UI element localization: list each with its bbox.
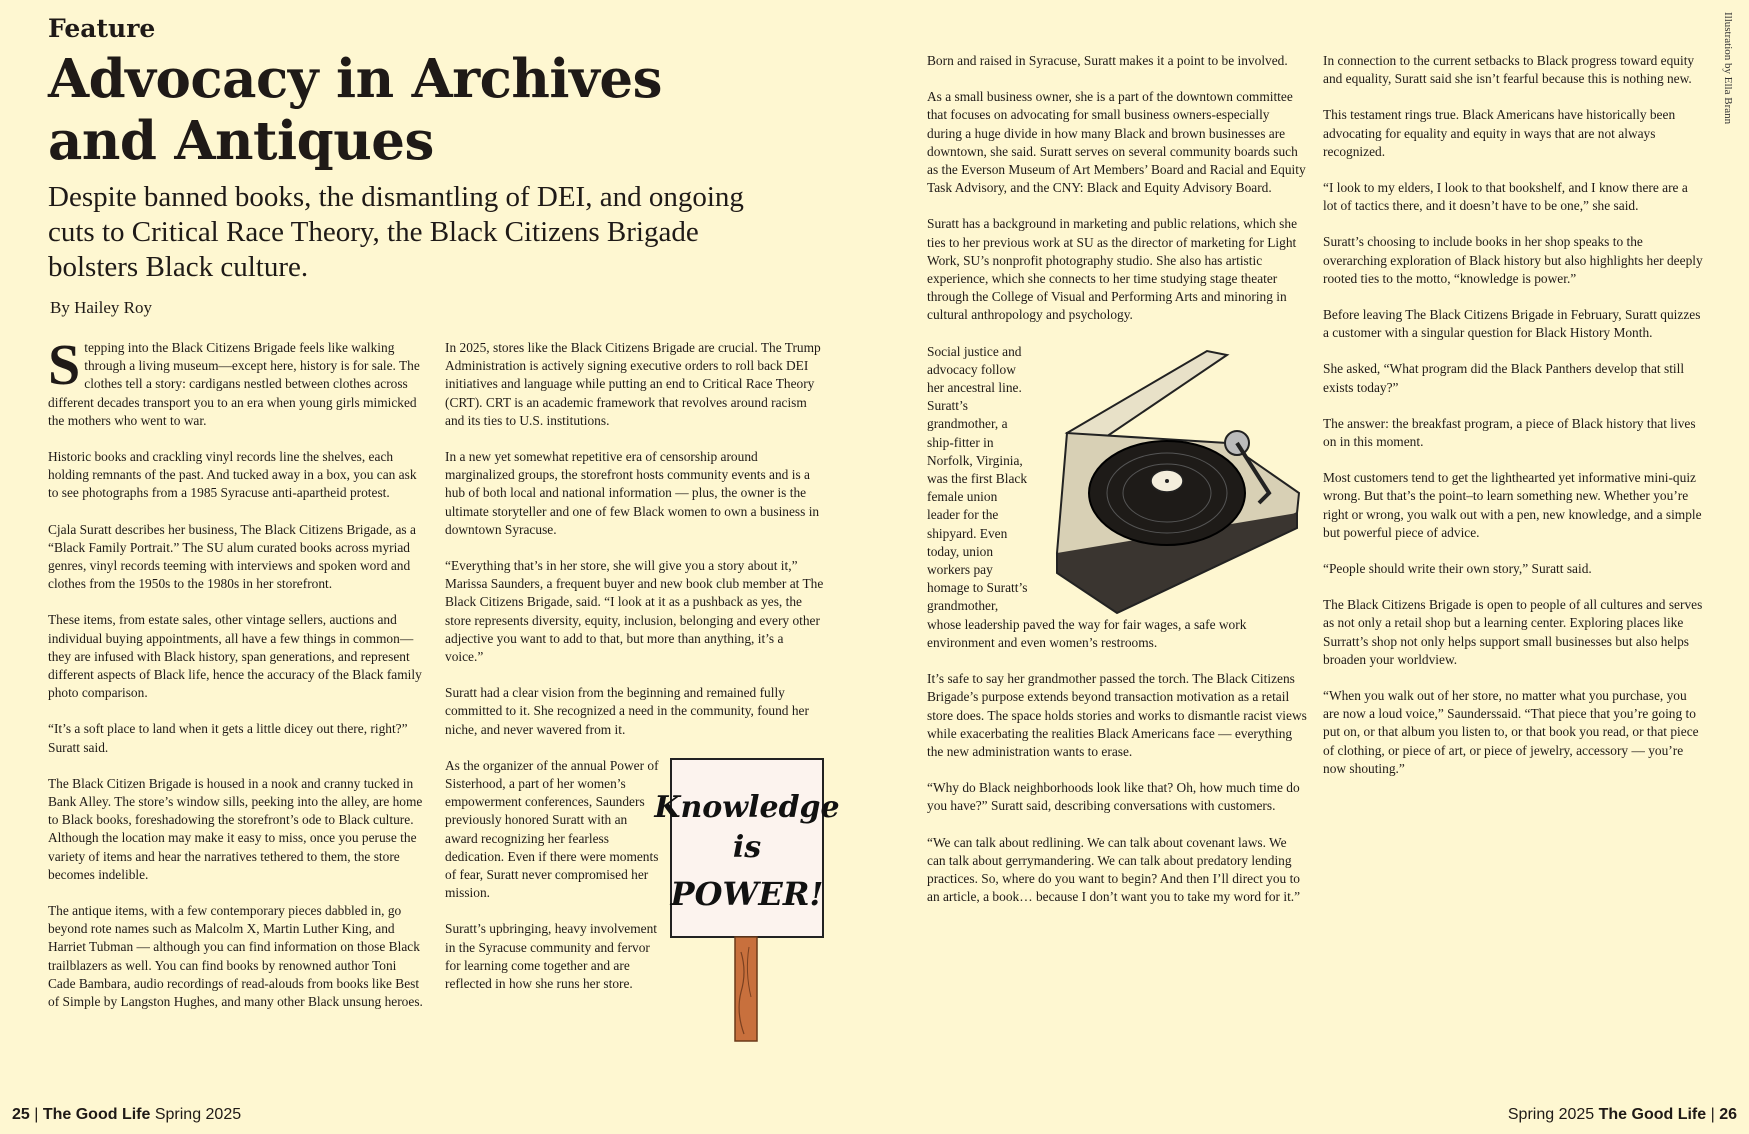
- paragraph: The answer: the breakfast program, a piece of Black history that lives on in this moment.: [1323, 415, 1696, 450]
- paragraph: “People should write their own story,” Suratt said.: [1323, 561, 1592, 577]
- paragraph: Suratt had a clear vision from the beginning and remained fully committed to it. She recognized a need in the community, found her niche, and never wavered from it.: [445, 685, 809, 737]
- paragraph: The Black Citizens Brigade is open to people of all cultures and serves as not only a retail shop but a learning center. Exploring places like Surratt’s shop not only helps support small businesses but also helps broaden your worldview.: [1323, 597, 1703, 667]
- paragraph: The antique items, with a few contemporary pieces dabbled in, go beyond rote names such as Malcolm X, Martin Luther King, and Harriet Tubman — although you can find information on those Black trailblazers as well. You can find books by renowned author Toni Cade Bambara, audio recordings of read-alouds from books like Best of Simple by Langston Hughes, and many other Black unsung heroes.: [48, 903, 423, 1010]
- publication-name: The Good Life: [1598, 1106, 1707, 1123]
- paragraph: These items, from estate sales, other vintage sellers, auctions and individual buying appointments, all have a few things in common—they are infused with Black history, span generations, and represent different aspects of Black life, hence the accuracy of the Black family photo comparison.: [48, 612, 422, 701]
- footer-separator: |: [29, 1106, 43, 1123]
- paragraph: Suratt’s choosing to include books in her shop speaks to the overarching exploration of Black history but also highlights her deeply rooted ties to the motto, “knowledge is power.”: [1323, 234, 1703, 286]
- paragraph: “I look to my elders, I look to that bookshelf, and I know there are a lot of tactics there, and it doesn’t have to be one,” she said.: [1323, 180, 1688, 214]
- paragraph: “We can talk about redlining. We can talk about covenant laws. We can talk about gerrymandering. We can talk about predatory lending practices. So, where do you want to begin? And then I’ll direct you to an article, a book… because I don’t want you to take my word for it.”: [927, 834, 1301, 905]
- paragraph: She asked, “What program did the Black Panthers develop that still exists today?”: [1323, 361, 1685, 395]
- paragraph: In a new yet somewhat repetitive era of censorship around marginalized groups, the storefront hosts community events and is a hub of both local and national information — plus, the owner is the ultimate storyteller and one of few Black women to own a business in downtown Syracuse.: [445, 449, 820, 537]
- section-kicker: Feature: [48, 14, 156, 43]
- column-3: [927, 52, 1307, 924]
- paragraph: It’s safe to say her grandmother passed the torch. The Black Citizens Brigade’s purpose extends beyond transaction motivation as a retail store does. The space holds stories and works to dismantle racist views while exacerbating the realities Black Americans face — everything the new administration wants to erase.: [927, 671, 1307, 759]
- paragraph: The Black Citizen Brigade is housed in a nook and cranny tucked in Bank Alley. The store’s window sills, peeking into the alley, are home to Black books, foreshadowing the storefront’s ode to Black culture. Although the location may make it easy to miss, once you peruse the variety of items and hear the narratives tethered to them, the store becomes indelible.: [48, 775, 423, 882]
- footer-separator: |: [1706, 1106, 1720, 1123]
- paragraph: This testament rings true. Black Americans have historically been advocating for equality and equity in ways that are not always recognized.: [1323, 107, 1676, 159]
- turntable-icon: [1037, 343, 1307, 613]
- paragraph: “Why do Black neighborhoods look like that? Oh, how much time do you have?” Suratt said, describing conversations with customers.: [927, 780, 1300, 814]
- paragraph: In connection to the current setbacks to Black progress toward equity and equality, Suratt said she isn’t fearful because this is nothing new.: [1323, 53, 1695, 87]
- column-4: [1323, 52, 1703, 796]
- sign-line-2: is: [732, 829, 762, 865]
- article-dek: Despite banned books, the dismantling of DEI, and ongoing cuts to Critical Race Theory, the Black Citizens Brigade bolsters Black culture.: [48, 181, 744, 283]
- publication-name: The Good Life: [42, 1106, 151, 1123]
- paragraph: In 2025, stores like the Black Citizens Brigade are crucial. The Trump Administration is actively signing executive orders to roll back DEI initiatives and language while putting an end to Critical Race Theory (CRT). CRT is an academic framework that revolves around racism and its ties to U.S. institutions.: [445, 340, 821, 428]
- paragraph: [48, 332, 423, 430]
- issue-label: Spring 2025: [1507, 1106, 1599, 1123]
- record-player-illustration: [1037, 343, 1307, 613]
- drop-cap: S: [48, 332, 81, 397]
- byline: By Hailey Roy: [50, 298, 152, 317]
- paragraph: Suratt’s upbringing, heavy involvement in the Syracuse community and fervor for learning come together and are reflected in how she runs her store.: [445, 921, 657, 992]
- paragraph: Born and raised in Syracuse, Suratt makes it a point to be involved.: [927, 53, 1288, 68]
- paragraph: Before leaving The Black Citizens Brigade in February, Suratt quizzes a customer with a singular question for Black History Month.: [1323, 307, 1701, 341]
- knowledge-is-power-sign-illustration: [654, 757, 840, 1042]
- paragraph: As the organizer of the annual Power of Sisterhood, a part of her women’s empowerment conferences, Saunders previously honored Suratt with an award recognizing her fearless dedication. Even if there were moments of fear, Suratt never compromised her mission.: [445, 757, 659, 901]
- paragraph: Social justice and advocacy follow her ancestral line. Suratt’s grandmother, a ship-fitter in Norfolk, Virginia, was the first Black female union leader for the shipyard. Even today, union workers pay homage to Suratt’s grandmother, whose leadership paved the way for fair wages, a safe work environment and even women’s restrooms.: [927, 343, 1247, 650]
- issue-label: Spring 2025: [150, 1106, 242, 1123]
- footer-right: [1508, 1106, 1737, 1124]
- page-number-left: 25: [12, 1106, 30, 1123]
- sign-line-3: POWER!: [670, 874, 824, 913]
- paragraph: Cjala Suratt describes her business, The Black Citizens Brigade, as a “Black Family Portrait.” The SU alum curated books across myriad genres, vinyl records teeming with interviews and spoken word and clothes from the 1950s to the 1980s in her storefront.: [48, 521, 416, 592]
- column-2: [445, 339, 840, 1042]
- sign-line-1: Knowledge: [654, 789, 840, 825]
- protest-sign-icon: [654, 757, 840, 1042]
- illustration-credit: Illustration by Ella Brann: [1722, 12, 1734, 125]
- paragraph: Historic books and crackling vinyl records line the shelves, each holding remnants of the past. And tucked away in a box, you can ask to see photographs from a 1985 Syracuse anti-apartheid protest.: [48, 449, 417, 501]
- paragraph: Most customers tend to get the lighthearted yet informative mini-quiz wrong. But that’s the point–to learn something new. Whether you’re right or wrong, you walk out with a pen, new knowledge, and a simple but powerful piece of advice.: [1323, 470, 1702, 540]
- article-title: Advocacy in Archives and Antiques: [48, 48, 662, 172]
- footer-left: [12, 1106, 241, 1124]
- page-number-right: 26: [1719, 1106, 1737, 1123]
- column-1: [48, 332, 423, 1029]
- paragraph: As a small business owner, she is a part of the downtown committee that focuses on advocating for small business owners-especially during a huge divide in how many Black and brown businesses are downtown, she said. Suratt serves on several community boards such as the Everson Museum of Art Members’ Board and Racial and Equity Task Advisory, and the CNY: Black and Equity Advisory Board.: [927, 89, 1306, 196]
- paragraph: Suratt has a background in marketing and public relations, which she ties to her previous work at SU as the director of marketing for Light Work, SU’s nonprofit photography studio. She also has artistic experience, which she connects to her time studying stage theater through the College of Visual and Performing Arts and minoring in cultural anthropology and psychology.: [927, 216, 1298, 323]
- paragraph: “When you walk out of her store, no matter what you purchase, you are now a loud voice,” Saunderssaid. “That piece that you’re going to put on, or that album you listen to, or that book you read, or that piece of clothing, or piece of art, or piece of jewelry, accessory — you’re now shouting.”: [1323, 688, 1699, 776]
- paragraph: “Everything that’s in her store, she will give you a story about it,” Marissa Saunders, a frequent buyer and new book club member at The Black Citizens Brigade, said. “I look at it as a pushback as yes, the store represents diversity, equity, inclusion, belonging and every other adjective you want to add to that, but more than anything, it’s a voice.”: [445, 558, 824, 665]
- paragraph-text: tepping into the Black Citizens Brigade feels like walking through a living museum—except here, history is for sale. The clothes tell a story: cardigans nestled between clothes across different decades transport you to an era when young girls mimicked the mothers who went to war.: [48, 340, 420, 428]
- paragraph: “It’s a soft place to land when it gets a little dicey out there, right?” Suratt said.: [48, 721, 408, 755]
